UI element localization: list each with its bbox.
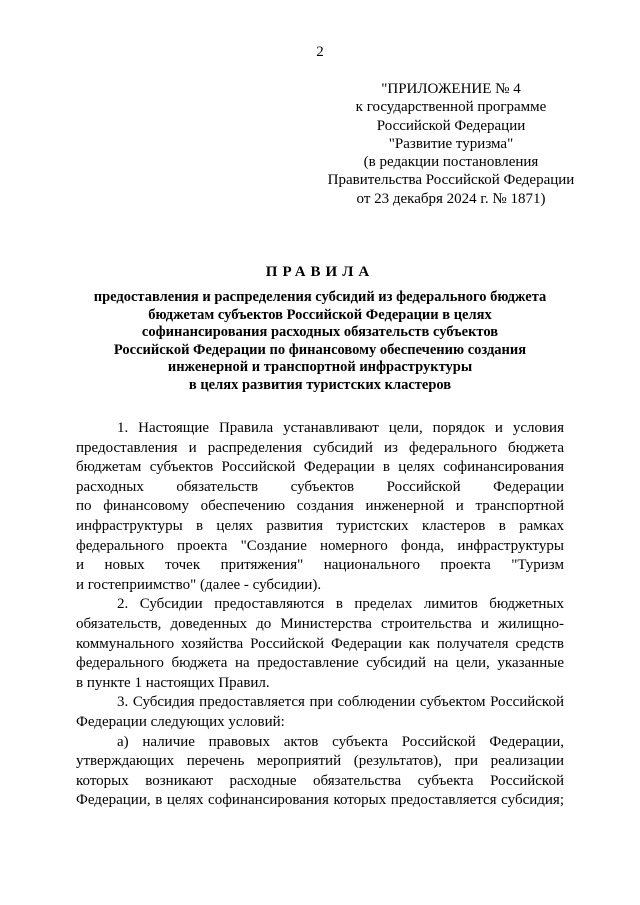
subtitle-line: в целях развития туристских кластеров bbox=[188, 376, 452, 393]
appendix-line: "Развитие туризма" bbox=[388, 135, 514, 152]
subtitle-line: Российской Федерации по финансовому обеспечению создания bbox=[113, 341, 527, 358]
subtitle-line: предоставления и распределения субсидий из федерального бюджета bbox=[93, 289, 547, 305]
paragraph-1-line: и гостеприимство" (далее - субсидии). bbox=[76, 576, 322, 593]
paragraph-2-line: 2. Субсидии предоставляются в пределах лимитов бюджетных bbox=[117, 596, 564, 613]
paragraph-1-line: расходных обязательств субъектов Российской Федерации bbox=[76, 478, 564, 495]
appendix-line: "ПРИЛОЖЕНИЕ № 4 bbox=[381, 81, 521, 97]
paragraph-1-line: бюджетам субъектов Российской Федерации в целях софинансирования bbox=[76, 459, 564, 476]
page-number: 2 bbox=[316, 44, 324, 60]
paragraph-2-line: обязательств, доведенных до Министерства строительства и жилищно- bbox=[76, 615, 564, 632]
paragraph-1-line: инфраструктуры в целях развития туристских кластеров в рамках bbox=[76, 517, 564, 534]
subtitle-line: софинансирования расходных обязательств субъектов bbox=[141, 324, 499, 341]
subparagraph-a-line: а) наличие правовых актов субъекта Российской Федерации, bbox=[117, 733, 564, 750]
document-subtitle bbox=[60, 289, 580, 395]
paragraph-1-line: предоставления и распределения субсидий из федерального бюджета bbox=[76, 439, 564, 456]
appendix-line: (в редакции постановления bbox=[363, 154, 539, 171]
paragraph-3-line: 3. Субсидия предоставляется при соблюдении субъектом Российской bbox=[117, 694, 564, 711]
subparagraph-a-line: Федерации, в целях софинансирования которых предоставляется субсидия; bbox=[76, 792, 564, 809]
appendix-line: к государственной программе bbox=[355, 99, 547, 116]
paragraph-2-line: коммунального хозяйства Российской Федерации как получателя средств bbox=[76, 635, 564, 652]
appendix-line: от 23 декабря 2024 г. № 1871) bbox=[356, 190, 546, 207]
paragraph-2-line: в пункте 1 настоящих Правил. bbox=[76, 674, 270, 691]
subparagraph-a-line: которых возникают расходные обязательства субъекта Российской bbox=[76, 772, 564, 789]
appendix-line: Российской Федерации bbox=[376, 117, 526, 134]
appendix-line: Правительства Российской Федерации bbox=[327, 172, 575, 189]
paragraph-1-line: и новых точек притяжения" национального проекта "Туризм bbox=[76, 557, 564, 574]
paragraph-1-line: 1. Настоящие Правила устанавливают цели, порядок и условия bbox=[117, 420, 564, 436]
document-title: ПРАВИЛА bbox=[265, 264, 375, 280]
document-body bbox=[76, 419, 564, 811]
subtitle-line: инженерной и транспортной инфраструктуры bbox=[167, 359, 473, 376]
paragraph-3-line: Федерации следующих условий: bbox=[76, 713, 285, 730]
paragraph-1-line: федерального проекта "Создание номерного фонда, инфраструктуры bbox=[76, 537, 564, 554]
subparagraph-a-line: утверждающих перечень мероприятий (результатов), при реализации bbox=[76, 753, 564, 770]
subtitle-line: бюджетам субъектов Российской Федерации в целях bbox=[148, 306, 492, 323]
paragraph-2-line: федерального бюджета на предоставление субсидий на цели, указанные bbox=[76, 655, 564, 672]
appendix-header bbox=[312, 80, 590, 208]
paragraph-1-line: по финансовому обеспечению создания инженерной и транспортной bbox=[76, 498, 564, 515]
